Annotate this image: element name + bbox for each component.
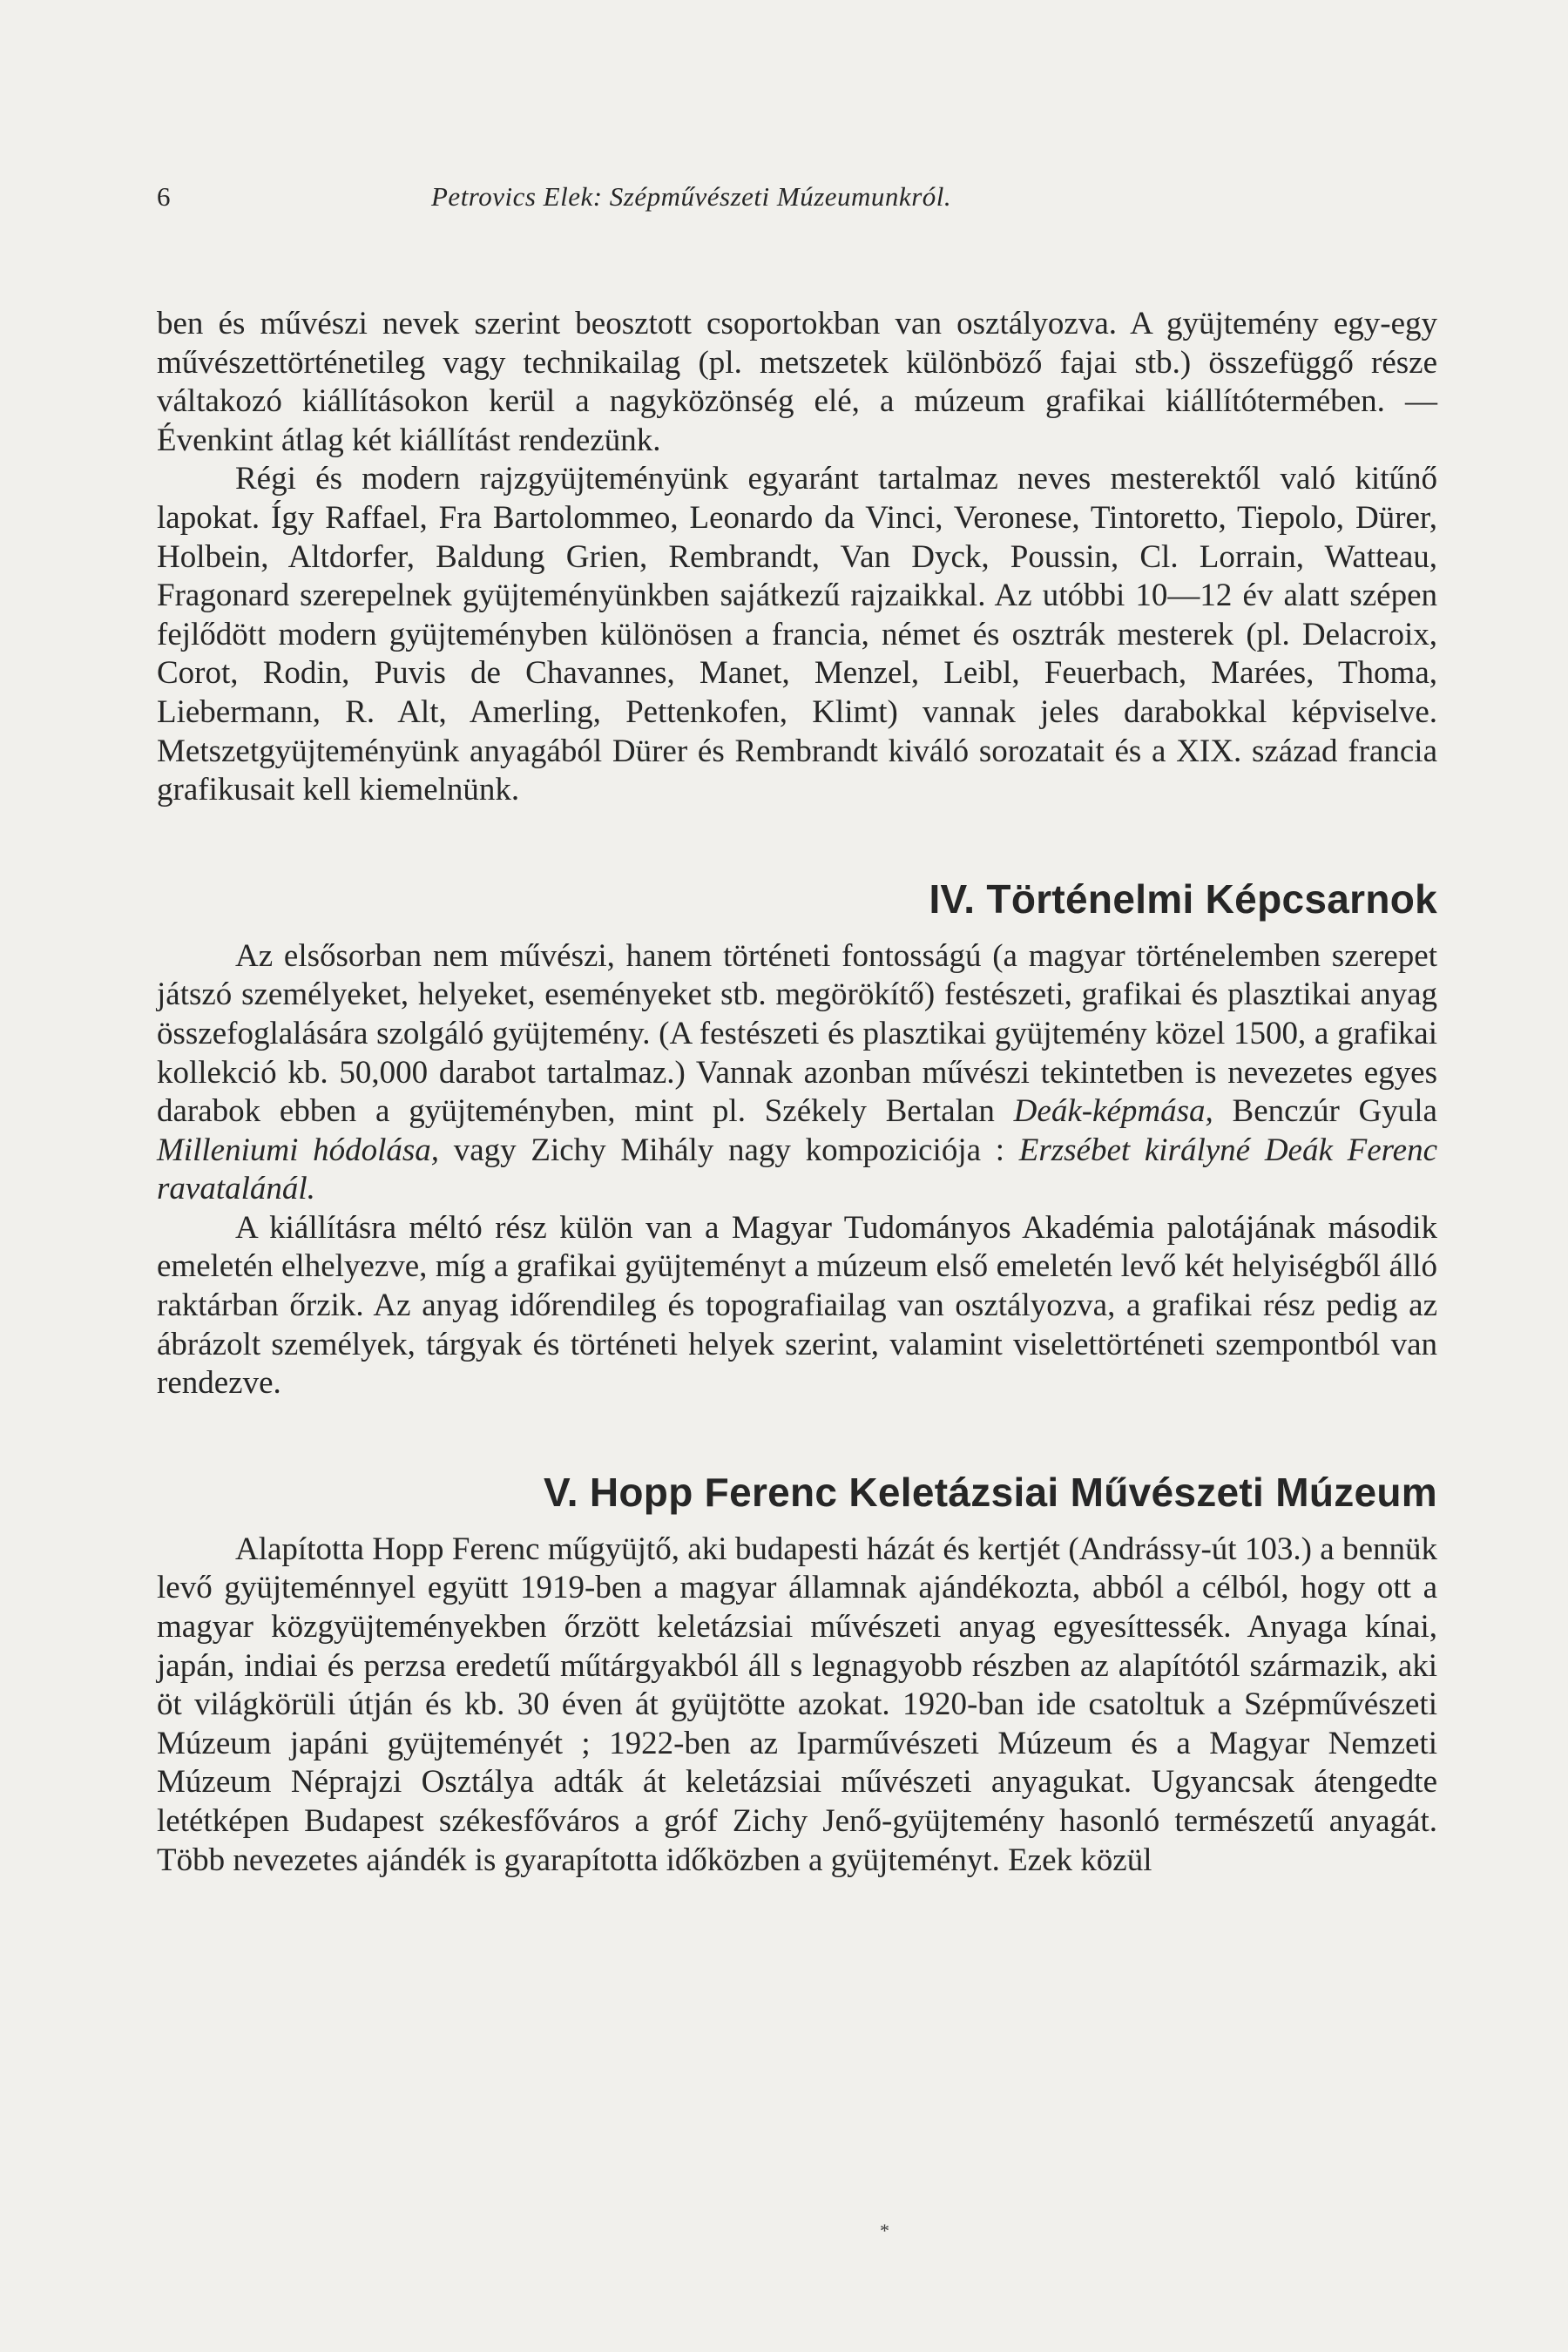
running-title: Petrovics Elek: Szépművészeti Múzeumunkról. [431,181,952,212]
section-heading-historical-gallery: IV. Történelmi Képcsarnok [929,875,1437,922]
section-heading-hopp-museum: V. Hopp Ferenc Keletázsiai Művészeti Múzeum [543,1469,1437,1515]
paragraph-historical-gallery-intro [157,937,1437,1209]
artwork-title-deak-portrait: Deák-képmása, [1013,1093,1213,1130]
text-run: vagy Zichy Mihály nagy kompoziciója : [439,1132,1019,1168]
page [157,174,1437,1880]
page-number: 6 [157,181,171,212]
text-run: Benczúr Gyula [1213,1093,1437,1130]
body-text [157,305,1437,1880]
running-header [157,174,1437,226]
paragraph-drawings-collection: Régi és modern rajzgyüjteményünk egyaránt tartalmaz neves mesterektől való kitűnő lapokat. Így Raffael, Fra Bartolommeo, Leonardo da Vinci, Veronese, Tintoretto, Tiepolo, Dürer, Holbein, Altdorfer, Baldung Grien, Rembrandt, Van Dyck, Poussin, Cl. Lorrain, Watteau, Fragonard szerepelnek gyüjteményünkben sajátkezű rajzaikkal. Az utóbbi 10—12 év alatt szépen fejlődött modern gyüjteményben különösen a francia, német és osztrák mesterek (pl. Delacroix, Corot, Rodin, Puvis de Chavannes, Manet, Menzel, Leibl, Feuerbach, Marées, Thoma, Liebermann, R. Alt, Amerling, Pettenkofen, Klimt) vannak jeles darabokkal képviselve. Metszetgyüjteményünk anyagából Dürer és Rembrandt kiváló sorozatait és a XIX. század francia grafikusait kell kiemelnünk. [157,461,1437,808]
paragraph-hopp-museum: Alapította Hopp Ferenc műgyüjtő, aki budapesti házát és kertjét (Andrássy-út 103.) a bennük levő gyüjteménnyel együtt 1919-ben a magyar államnak ajándékozta, abból a célból, hogy ott a magyar közgyüjteményekben őrzött keletázsiai művészeti anyag egyesíttessék. Anyaga kínai, japán, indiai és perzsa eredetű műtárgyakból áll s legnagyobb részben az alapítótól származik, aki öt világkörüli útján és kb. 30 éven át gyüjtötte azokat. 1920-ban ide csatoltuk a Szépművészeti Múzeum japáni gyüjteményét ; 1922-ben az Iparművészeti Múzeum és a Magyar Nemzeti Múzeum Néprajzi Osztálya adták át keletázsiai művészeti anyagukat. Ugyancsak átengedte letétképen Budapest székesfőváros a gróf Zichy Jenő-gyüjtemény hasonló természetű anyagát. Több nevezetes ajándék is gyarapította időközben a gyüjteményt. Ezek közül [157,1531,1437,1878]
paragraph-historical-gallery-location: A kiállításra méltó rész külön van a Magyar Tudományos Akadémia palotájának második emeletén elhelyezve, míg a grafikai gyüjteményt a múzeum első emeletén levő két helyiségből álló raktárban őrzik. Az anyag időrendileg és topografiailag van osztályozva, a grafikai rész pedig az ábrázolt személyek, tárgyak és történeti helyek szerint, valamint viselettörténeti szempontból van rendezve. [157,1209,1437,1402]
signature-mark: * [880,2220,889,2241]
text-run: Az elsősorban nem művészi, hanem történeti fontosságú (a magyar történelemben szerepet játszó személyeket, helyeket, eseményeket stb. megörökítő) festészeti, grafikai és plasztikai anyag összefoglalására szolgáló gyüjtemény. (A festészeti és plasztikai gyüjtemény közel 1500, a grafikai kollekció kb. 50,000 darabot tartalmaz.) Vannak azonban művészi tekintetben is nevezetes egyes darabok ebben a gyüjteményben, mint pl. Székely Bertalan [157,937,1437,1130]
paragraph-graphics-collection: ben és művészi nevek szerint beosztott csoportokban van osztályozva. A gyüjtemény egy-egy művészettörténetileg vagy technikailag (pl. metszetek különböző fajai stb.) összefüggő része váltakozó kiállításokon kerül a nagyközönség elé, a múzeum grafikai kiállítótermében. — Évenkint átlag két kiállítást rendezünk. [157,306,1437,458]
artwork-title-millennium-homage: Milleniumi hódolása, [157,1132,440,1168]
artwork-title-erzsebet: Erzsébet királyné Deák Ferenc ravatalánál. [157,1132,1437,1207]
